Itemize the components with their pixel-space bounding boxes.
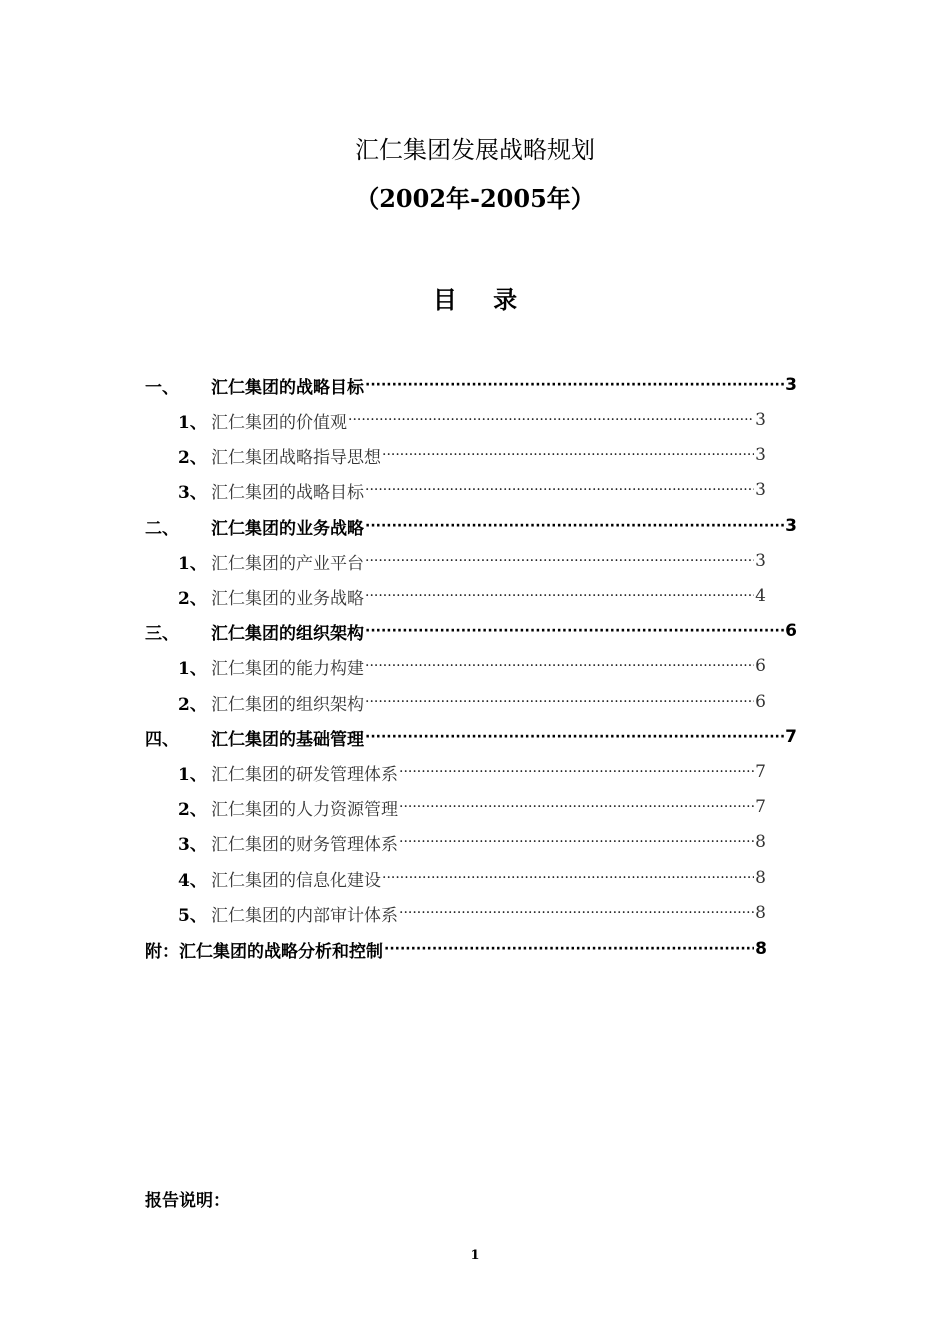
toc-entry-page: 7 xyxy=(785,727,797,747)
toc-leader-dots xyxy=(365,694,754,710)
toc-entry-number: 四、 xyxy=(145,729,179,750)
toc-entry-page: 3 xyxy=(755,445,766,465)
toc-leader-dots xyxy=(365,377,784,393)
toc-entry-page: 6 xyxy=(755,656,766,676)
toc-entry-section-3[interactable] xyxy=(145,618,797,644)
toc-entry-page: 6 xyxy=(785,621,797,641)
toc-entry-2-1[interactable] xyxy=(178,548,766,574)
toc-entry-page: 8 xyxy=(755,868,766,888)
toc-entry-label: 汇仁集团的产业平台 xyxy=(211,553,364,574)
toc-entry-number: 3、 xyxy=(178,834,207,855)
toc-entry-1-2[interactable] xyxy=(178,442,766,468)
toc-entry-label: 汇仁集团的研发管理体系 xyxy=(211,764,398,785)
toc-leader-dots xyxy=(365,588,754,604)
toc-leader-dots xyxy=(399,799,754,815)
toc-entry-4-1[interactable] xyxy=(178,759,766,785)
toc-entry-number: 5、 xyxy=(178,905,207,926)
toc-leader-dots xyxy=(384,941,754,957)
toc-entry-4-4[interactable] xyxy=(178,865,766,891)
toc-entry-appendix[interactable] xyxy=(145,936,767,962)
toc-leader-dots xyxy=(382,447,754,463)
toc-entry-page: 7 xyxy=(755,762,766,782)
report-note-heading: 报告说明： xyxy=(145,1191,230,1211)
document-subtitle: （2002年-2005年） xyxy=(355,184,595,213)
toc-entry-label: 汇仁集团战略指导思想 xyxy=(211,447,381,468)
toc-entry-label: 汇仁集团的基础管理 xyxy=(211,729,364,750)
toc-leader-dots xyxy=(365,553,754,569)
toc-entry-page: 8 xyxy=(755,832,766,852)
toc-entry-1-1[interactable] xyxy=(178,407,766,433)
toc-entry-label: 汇仁集团的组织架构 xyxy=(211,623,364,644)
toc-leader-dots xyxy=(365,729,784,745)
toc-entry-section-2[interactable] xyxy=(145,513,797,539)
toc-entry-number: 4、 xyxy=(178,870,207,891)
document-title: 汇仁集团发展战略规划 xyxy=(355,136,595,164)
toc-entry-label: 汇仁集团的业务战略 xyxy=(211,588,364,609)
toc-entry-page: 3 xyxy=(755,410,766,430)
toc-entry-page: 3 xyxy=(785,375,797,395)
toc-entry-label: 汇仁集团的业务战略 xyxy=(211,518,364,539)
toc-leader-dots xyxy=(382,870,754,886)
toc-entry-page: 8 xyxy=(755,903,766,923)
toc-entry-page: 3 xyxy=(755,480,766,500)
toc-entry-page: 3 xyxy=(785,516,797,536)
toc-leader-dots xyxy=(348,412,754,428)
toc-entry-label: 汇仁集团的财务管理体系 xyxy=(211,834,398,855)
toc-entry-page: 7 xyxy=(755,797,766,817)
toc-entry-label: 汇仁集团的信息化建设 xyxy=(211,870,381,891)
page-number: 1 xyxy=(470,1248,480,1263)
toc-entry-number: 3、 xyxy=(178,482,207,503)
toc-entry-number: 1、 xyxy=(178,764,207,785)
toc-entry-3-1[interactable] xyxy=(178,653,766,679)
toc-entry-label: 汇仁集团的内部审计体系 xyxy=(211,905,398,926)
toc-entry-label: 汇仁集团的价值观 xyxy=(211,412,347,433)
toc-entry-section-1[interactable] xyxy=(145,372,797,398)
toc-entry-number: 二、 xyxy=(145,518,179,539)
toc-entry-page: 8 xyxy=(755,939,767,959)
toc-entry-page: 6 xyxy=(755,692,766,712)
toc-leader-dots xyxy=(399,834,754,850)
toc-entry-1-3[interactable] xyxy=(178,477,766,503)
toc-entry-page: 3 xyxy=(755,551,766,571)
toc-leader-dots xyxy=(365,658,754,674)
toc-entry-4-2[interactable] xyxy=(178,794,766,820)
toc-entry-number: 2、 xyxy=(178,447,207,468)
toc-heading: 目 录 xyxy=(432,286,532,314)
toc-entry-2-2[interactable] xyxy=(178,583,766,609)
toc-entry-number: 2、 xyxy=(178,694,207,715)
toc-entry-section-4[interactable] xyxy=(145,724,797,750)
toc-leader-dots xyxy=(399,764,754,780)
toc-entry-label: 汇仁集团的战略目标 xyxy=(211,377,364,398)
toc-entry-number: 1、 xyxy=(178,553,207,574)
toc-entry-number: 1、 xyxy=(178,412,207,433)
toc-entry-label: 汇仁集团的能力构建 xyxy=(211,658,364,679)
toc-entry-number: 一、 xyxy=(145,377,179,398)
toc-entry-number: 2、 xyxy=(178,588,207,609)
toc-entry-label: 附：汇仁集团的战略分析和控制 xyxy=(145,941,383,962)
toc-entry-number: 2、 xyxy=(178,799,207,820)
toc-entry-3-2[interactable] xyxy=(178,689,766,715)
toc-entry-4-5[interactable] xyxy=(178,900,766,926)
toc-entry-number: 1、 xyxy=(178,658,207,679)
toc-entry-4-3[interactable] xyxy=(178,829,766,855)
toc-entry-label: 汇仁集团的组织架构 xyxy=(211,694,364,715)
toc-leader-dots xyxy=(365,518,784,534)
toc-leader-dots xyxy=(365,623,784,639)
toc-entry-label: 汇仁集团的战略目标 xyxy=(211,482,364,503)
toc-entry-page: 4 xyxy=(755,586,766,606)
toc-entry-label: 汇仁集团的人力资源管理 xyxy=(211,799,398,820)
toc-leader-dots xyxy=(365,482,754,498)
toc-leader-dots xyxy=(399,905,754,921)
toc-entry-number: 三、 xyxy=(145,623,179,644)
